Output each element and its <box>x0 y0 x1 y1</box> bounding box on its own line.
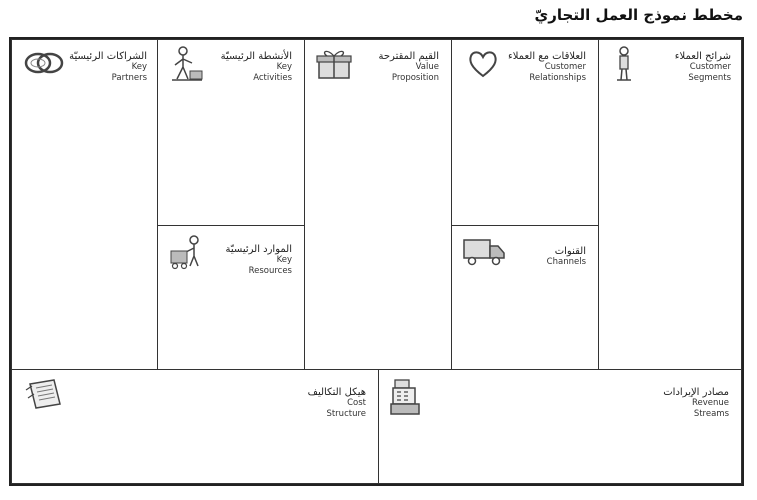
block-title-ar: مصادر الإيرادات <box>663 387 729 398</box>
block-title-ar: الموارد الرئيسيّة <box>225 244 292 255</box>
block-title-ar: هيكل التكاليف <box>307 387 366 398</box>
block-title-en-1: Key <box>276 255 292 265</box>
business-model-canvas <box>9 37 744 486</box>
block-title-en-1: Key <box>131 62 147 72</box>
block-title-ar: الأنشطة الرئيسيّة <box>220 51 292 62</box>
block-title-ar: القيم المقترحة <box>378 51 439 62</box>
person-with-cart-icon <box>168 234 208 272</box>
block-value-proposition <box>304 39 452 370</box>
person-icon <box>613 46 635 82</box>
block-title-en-2: Partners <box>111 73 147 83</box>
worker-icon <box>170 45 204 83</box>
block-title-en-1: Revenue <box>691 398 729 408</box>
block-key-activities <box>157 39 305 226</box>
block-title-en-1: Channels <box>546 257 586 267</box>
block-title-en-1: Cost <box>347 398 366 408</box>
block-title-ar: شرائح العملاء <box>674 51 731 62</box>
block-title-en-2: Proposition <box>391 73 439 83</box>
block-title-en-1: Customer <box>544 62 586 72</box>
block-title-en-1: Value <box>415 62 439 72</box>
block-title-en-2: Segments <box>688 73 731 83</box>
cash-register-icon <box>389 378 425 418</box>
linked-rings-icon <box>22 48 66 78</box>
block-customer-relationships <box>451 39 599 226</box>
heart-icon <box>468 50 498 78</box>
block-title-en-2: Relationships <box>529 73 586 83</box>
block-title-en-2: Structure <box>326 409 366 419</box>
block-title-en-2: Resources <box>248 266 292 276</box>
block-title-ar: العلاقات مع العملاء <box>508 51 586 62</box>
block-key-partners <box>11 39 158 370</box>
block-channels <box>451 225 599 370</box>
receipt-icon <box>24 378 66 410</box>
block-cost-structure <box>11 369 379 484</box>
gift-box-icon <box>315 48 355 82</box>
block-key-resources <box>157 225 305 370</box>
page-title: مخطط نموذج العمل التجاريّ <box>534 6 743 24</box>
delivery-truck-icon <box>462 236 506 268</box>
block-title-en-2: Activities <box>253 73 292 83</box>
block-title-ar: الشراكات الرئيسيّة <box>69 51 147 62</box>
block-title-en-2: Streams <box>693 409 729 419</box>
block-title-en-1: Key <box>276 62 292 72</box>
block-customer-segments <box>598 39 742 370</box>
block-title-ar: القنوات <box>554 246 586 257</box>
block-revenue-streams <box>378 369 742 484</box>
block-title-en-1: Customer <box>689 62 731 72</box>
